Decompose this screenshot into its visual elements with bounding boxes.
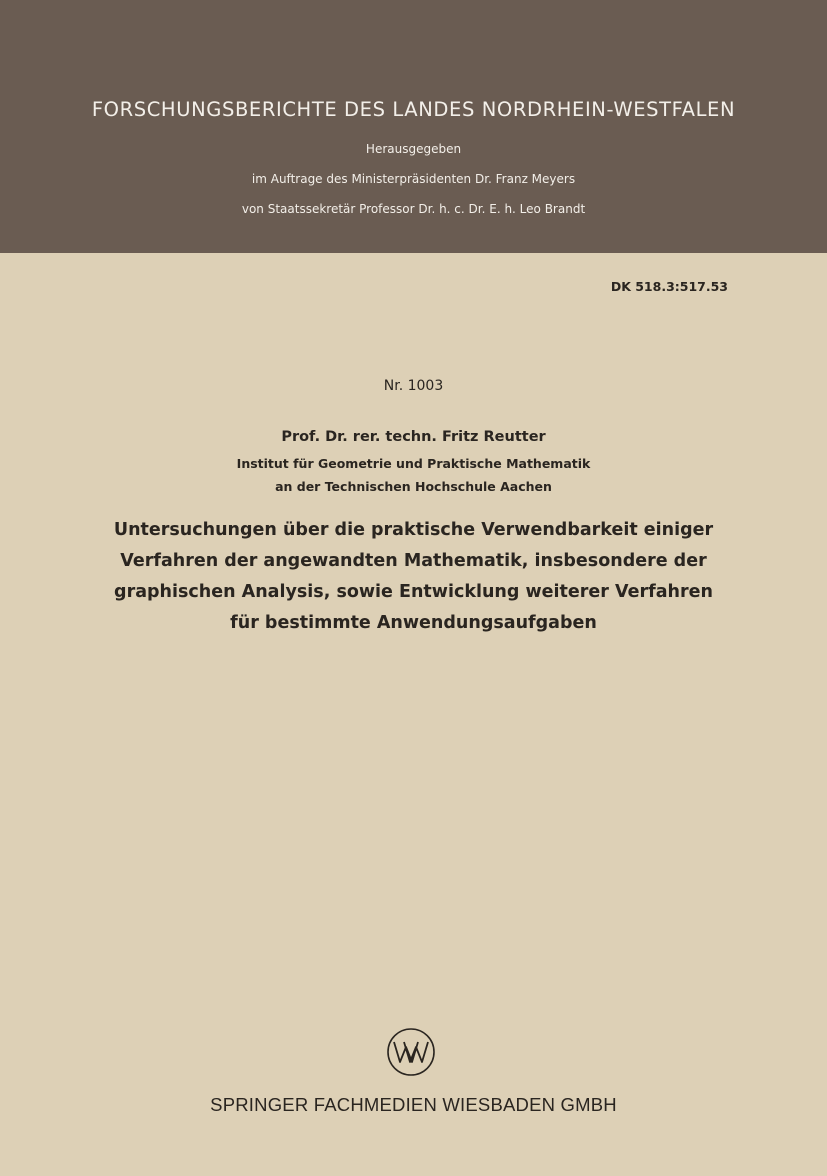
publisher-ww-logo-icon [386,1027,436,1077]
dk-classification: DK 518.3:517.53 [610,279,728,294]
editor-secretary: von Staatssekretär Professor Dr. h. c. Dr. E. h. Leo Brandt [241,202,586,216]
series-title: FORSCHUNGSBERICHTE DES LANDES NORDRHEIN-WESTFALEN [91,98,736,121]
title-line: für bestimmte Anwendungsaufgaben [230,613,597,633]
publisher-name: SPRINGER FACHMEDIEN WIESBADEN GMBH [210,1094,617,1115]
title-line: graphischen Analysis, sowie Entwicklung weiterer Verfahren [114,582,713,602]
title-line: Verfahren der angewandten Mathematik, insbesondere der [120,551,707,571]
editor-commission: im Auftrage des Ministerpräsidenten Dr. Franz Meyers [251,172,576,186]
report-number: Nr. 1003 [383,378,444,394]
editor-label: Herausgegeben [365,142,462,156]
author-name: Prof. Dr. rer. techn. Fritz Reutter [281,429,546,445]
institute-line-1: Institut für Geometrie und Praktische Mathematik [236,456,591,471]
report-title [60,515,767,639]
header-band [0,0,827,253]
title-line: Untersuchungen über die praktische Verwendbarkeit einiger [113,520,714,540]
institute-line-2: an der Technischen Hochschule Aachen [275,479,552,494]
